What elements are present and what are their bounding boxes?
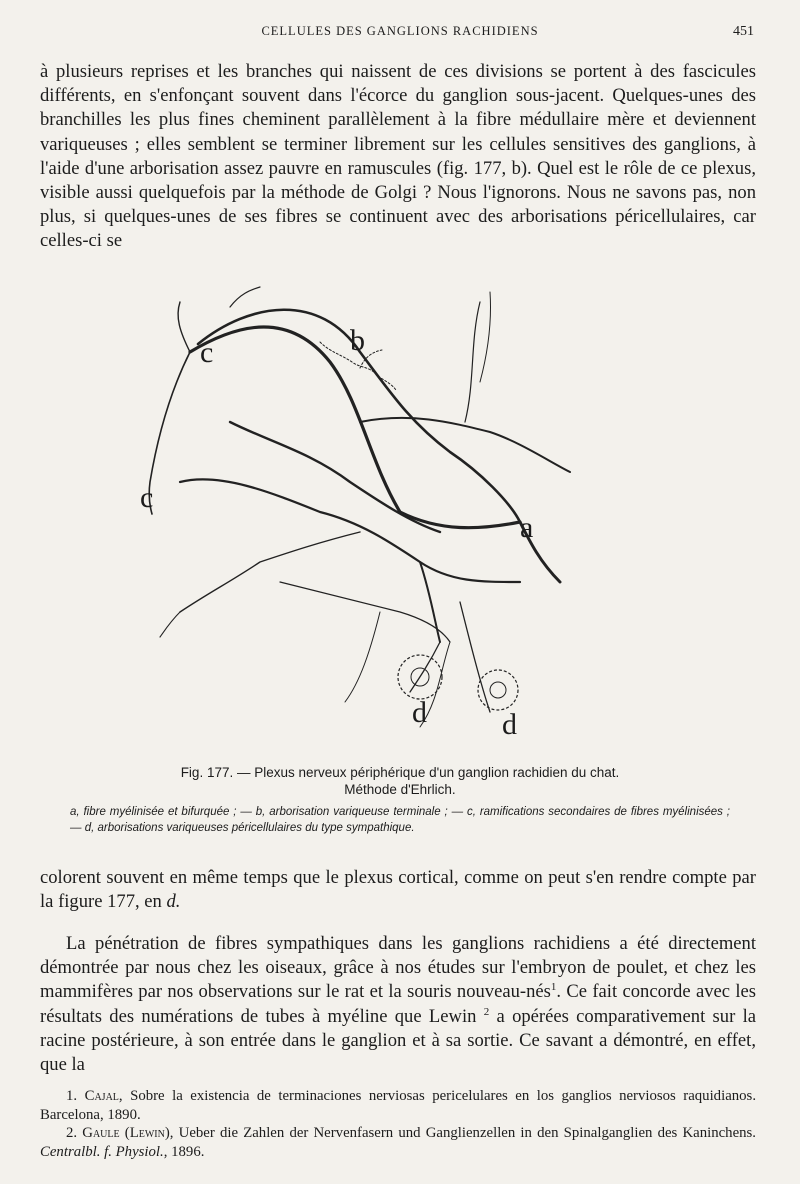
branch-c-left [149, 352, 190, 514]
figure-177 [120, 282, 680, 752]
footnote-1 [40, 1087, 756, 1124]
paragraph-2-text: colorent souvent en même temps que le plexus cortical, comme on peut s'en rendre compte par la figure 177, en [40, 867, 756, 913]
fibre-a-descending [420, 562, 440, 642]
label-a: a [520, 511, 534, 544]
branch-c-top [178, 302, 190, 352]
footnote-2 [40, 1124, 756, 1161]
paragraph-1: à plusieurs reprises et les branches qui naissent de ces divisions se portent à des fascicules différents, en s'enfonçant souvent dans l'écorce du ganglion sous-jacent. Quelques-unes des branchilles les plus fines cheminent parallèlement à la fibre médullaire mère et deviennent variqueuses ; elles semblent se terminer librement sur les cellules sensitives des ganglions, à l'aide d'une arborisation assez pauvre en ramuscules (fig. 177, b). Quel est le rôle de ce plexus, visible aussi quelquefois par la méthode de Golgi ? Nous l'ignorons. Nous ne savons pas, non plus, si quelques-unes de ses fibres se continuent avec des arborisations péricellulaires, car celles-ci se [40, 61, 756, 252]
branch-right-vert [480, 292, 491, 382]
footnote-1-text: , Sobre la existencia de terminaciones nerviosas pericelulares en los ganglios nerviosos raquidianos. Barcelona, 1890. [40, 1088, 757, 1123]
fibre-down-left [345, 612, 380, 702]
footnote-2-author: Gaule (Lewin) [82, 1125, 170, 1141]
label-c-top: c [200, 336, 214, 369]
running-head: CELLULES DES GANGLIONS RACHIDIENS [261, 24, 539, 38]
fibre-to-d2 [460, 602, 490, 712]
footnote-2-year: , 1896. [163, 1143, 205, 1160]
figure-legend: a, fibre myélinisée et bifurquée ; — b, arborisation variqueuse terminale ; — c, ramifications secondaires de fibres myélinisées ; — d, arborisations variqueuses péricellulaires du type sympathique. [70, 806, 730, 834]
label-c-left: c [140, 481, 154, 514]
footnote-ref-2: 2 [483, 1005, 490, 1018]
paragraph-3-text-a: La pénétration de fibres sympathiques dans les ganglions rachidiens a été directement démontrée par nous chez les oiseaux, grâce à nos études sur l'embryon de poulet, et chez les mammifères par nos observations sur le rat et la souris nouveau-nés [40, 933, 756, 1003]
branch-right-top [465, 302, 480, 422]
paragraph-3-text-b: . Ce fait concorde avec les résultats des numérations de tubes à myéline que Lewin [40, 981, 756, 1027]
footnote-ref-1: 1 [550, 981, 557, 994]
paragraph-3-text-c: a opérées comparativement sur la racine postérieure, à son entrée dans le ganglion et à sa sortie. Ce savant a démontré, en effet, que la [40, 1005, 756, 1076]
paragraph-3 [40, 932, 756, 1077]
label-d-right: d [502, 708, 517, 741]
footnote-2-text: , Ueber die Zahlen der Nervenfasern und Ganglienzellen in den Spinalganglien des Kaninchens. [169, 1125, 757, 1141]
paragraph-2 [40, 866, 756, 914]
branch-c-top2 [230, 287, 260, 307]
page-header [40, 22, 760, 42]
branch-lower-mid [280, 582, 450, 642]
footnotes [40, 1087, 756, 1161]
footnote-2-number: 2. [66, 1125, 83, 1141]
footnote-2-journal: Centralbl. f. Physiol. [40, 1143, 164, 1160]
paragraph-2-ref: d. [166, 891, 181, 913]
figure-caption-title: Fig. 177. — Plexus nerveux périphérique d'un ganglion rachidien du chat. [180, 765, 620, 780]
page-number: 451 [733, 24, 754, 39]
footnote-1-author: Cajal [84, 1088, 119, 1104]
figure-caption-method: Méthode d'Ehrlich. [344, 782, 456, 797]
nerve-plexus-drawing [120, 282, 680, 752]
footnote-1-number: 1. [66, 1088, 85, 1104]
branch-left-tip [160, 612, 180, 637]
branch-left-lower [180, 532, 360, 612]
pericellular-cell-2 [478, 670, 518, 710]
fibre-a-lower [180, 479, 520, 582]
label-b: b [350, 324, 365, 357]
label-d-left: d [412, 696, 427, 729]
